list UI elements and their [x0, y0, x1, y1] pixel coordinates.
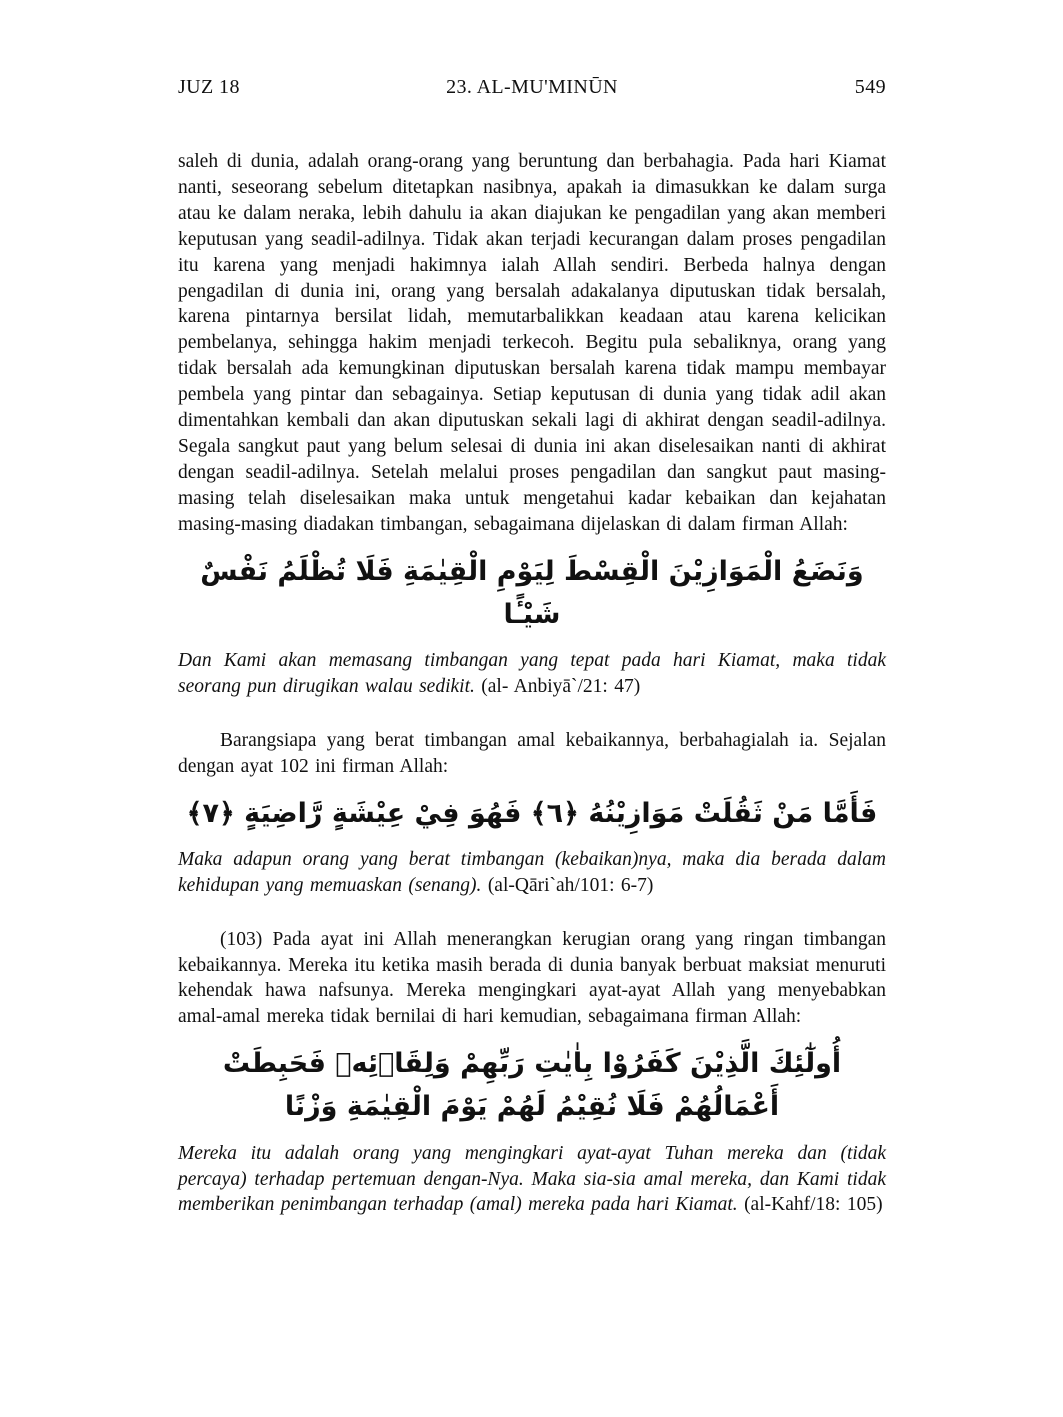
commentary-paragraph-1: saleh di dunia, adalah orang-orang yang beruntung dan berbahagia. Pada hari Kiamat nanti, seseorang sebelum ditetapkan nasibnya, apakah ia dimasukkan ke dalam surga atau ke dalam neraka, lebih dahulu ia akan diajukan ke pengadilan yang akan memberi keputusan yang seadil-adilnya. Tidak akan terjadi kecurangan dalam proses pengadilan itu karena yang menjadi hakimnya ialah Allah sendiri. Berbeda halnya dengan pengadilan di dunia ini, orang yang bersalah adakalanya diputuskan tidak bersalah, karena pintarnya bersilat lidah, memutarbalikkan keadaan atau karena kelicikan pembelanya, sehingga hakim menjadi terkecoh. Begitu pula sebaliknya, orang yang tidak bersalah ada kemungkinan diputuskan bersalah karena tidak mampu membayar pembela yang pintar dan sebagainya. Setiap keputusan di dunia yang tidak adil akan dimentahkan kembali dan akan diputuskan sekali lagi di akhirat dengan seadil-adilnya. Segala sangkut paut yang belum selesai di dunia ini akan diselesaikan nanti di akhirat dengan seadil-adilnya. Setelah melalui proses pengadilan dan sangkut paut masing-masing telah diselesaikan maka untuk mengetahui kadar kebaikan dan kejahatan masing-masing diadakan timbangan, sebagaimana dijelaskan di dalam firman Allah:: [178, 151, 886, 535]
page-header: [178, 76, 886, 99]
translation-3-reference: (al-Kahf/18: 105): [744, 1194, 883, 1216]
translation-kahf-18-105: [178, 1141, 886, 1219]
translation-1-reference: (al- Anbiyā`/21: 47): [481, 675, 641, 697]
commentary-paragraph-2: Barangsiapa yang berat timbangan amal kebaikannya, berbahagialah ia. Sejalan dengan ayat 102 ini firman Allah:: [178, 729, 886, 777]
translation-2-text: Maka adapun orang yang berat timbangan (kebaikan)nya, maka dia berada dalam kehidupan yang memuaskan (senang).: [178, 848, 886, 896]
commentary-paragraph-3: (103) Pada ayat ini Allah menerangkan kerugian orang yang ringan timbangan kebaikannya. Mereka itu ketika masih berada di dunia banyak berbuat maksiat menuruti kehendak hawa nafsunya. Mereka mengingkari ayat-ayat Allah yang menyebabkan amal-amal mereka tidak bernilai di hari kemudian, sebagaimana firman Allah:: [178, 928, 886, 1028]
page-number: 549: [854, 76, 886, 98]
juz-label: JUZ 18: [178, 76, 240, 98]
translation-anbiya-21-47: [178, 648, 886, 700]
translation-qariah-101-6-7: [178, 847, 886, 899]
arabic-verse-anbiya-21-47: وَنَضَعُ الْمَوَازِيْنَ الْقِسْطَ لِيَوْمِ الْقِيٰمَةِ فَلَا تُظْلَمُ نَفْسٌ شَيْـًٔا: [200, 555, 864, 630]
arabic-verse-kahf-18-105: أُولٰٓئِكَ الَّذِيْنَ كَفَرُوْا بِاٰيٰتِ رَبِّهِمْ وَلِقَاۤئِهٖ فَحَبِطَتْ أَعْمَالُهُمْ فَلَا نُقِيْمُ لَهُمْ يَوْمَ الْقِيٰمَةِ وَزْنًا: [222, 1048, 842, 1123]
page-body: [178, 149, 886, 1218]
surah-title: 23. AL-MU'MINŪN: [446, 76, 618, 98]
arabic-verse-qariah-101-6-7: فَأَمَّا مَنْ ثَقُلَتْ مَوَازِيْنُهُ ﴿٦﴾ فَهُوَ فِيْ عِيْشَةٍ رَّاضِيَةٍ ﴿٧﴾: [186, 797, 878, 829]
translation-1-text: Dan Kami akan memasang timbangan yang tepat pada hari Kiamat, maka tidak seorang pun dirugikan walau sedikit.: [178, 649, 886, 697]
translation-3-text: Mereka itu adalah orang yang mengingkari ayat-ayat Tuhan mereka dan (tidak percaya) terhadap pertemuan dengan-Nya. Maka sia-sia amal mereka, dan Kami tidak memberikan penimbangan terhadap (amal) mereka pada hari Kiamat.: [178, 1142, 886, 1216]
translation-2-reference: (al-Qāri`ah/101: 6-7): [487, 874, 654, 896]
